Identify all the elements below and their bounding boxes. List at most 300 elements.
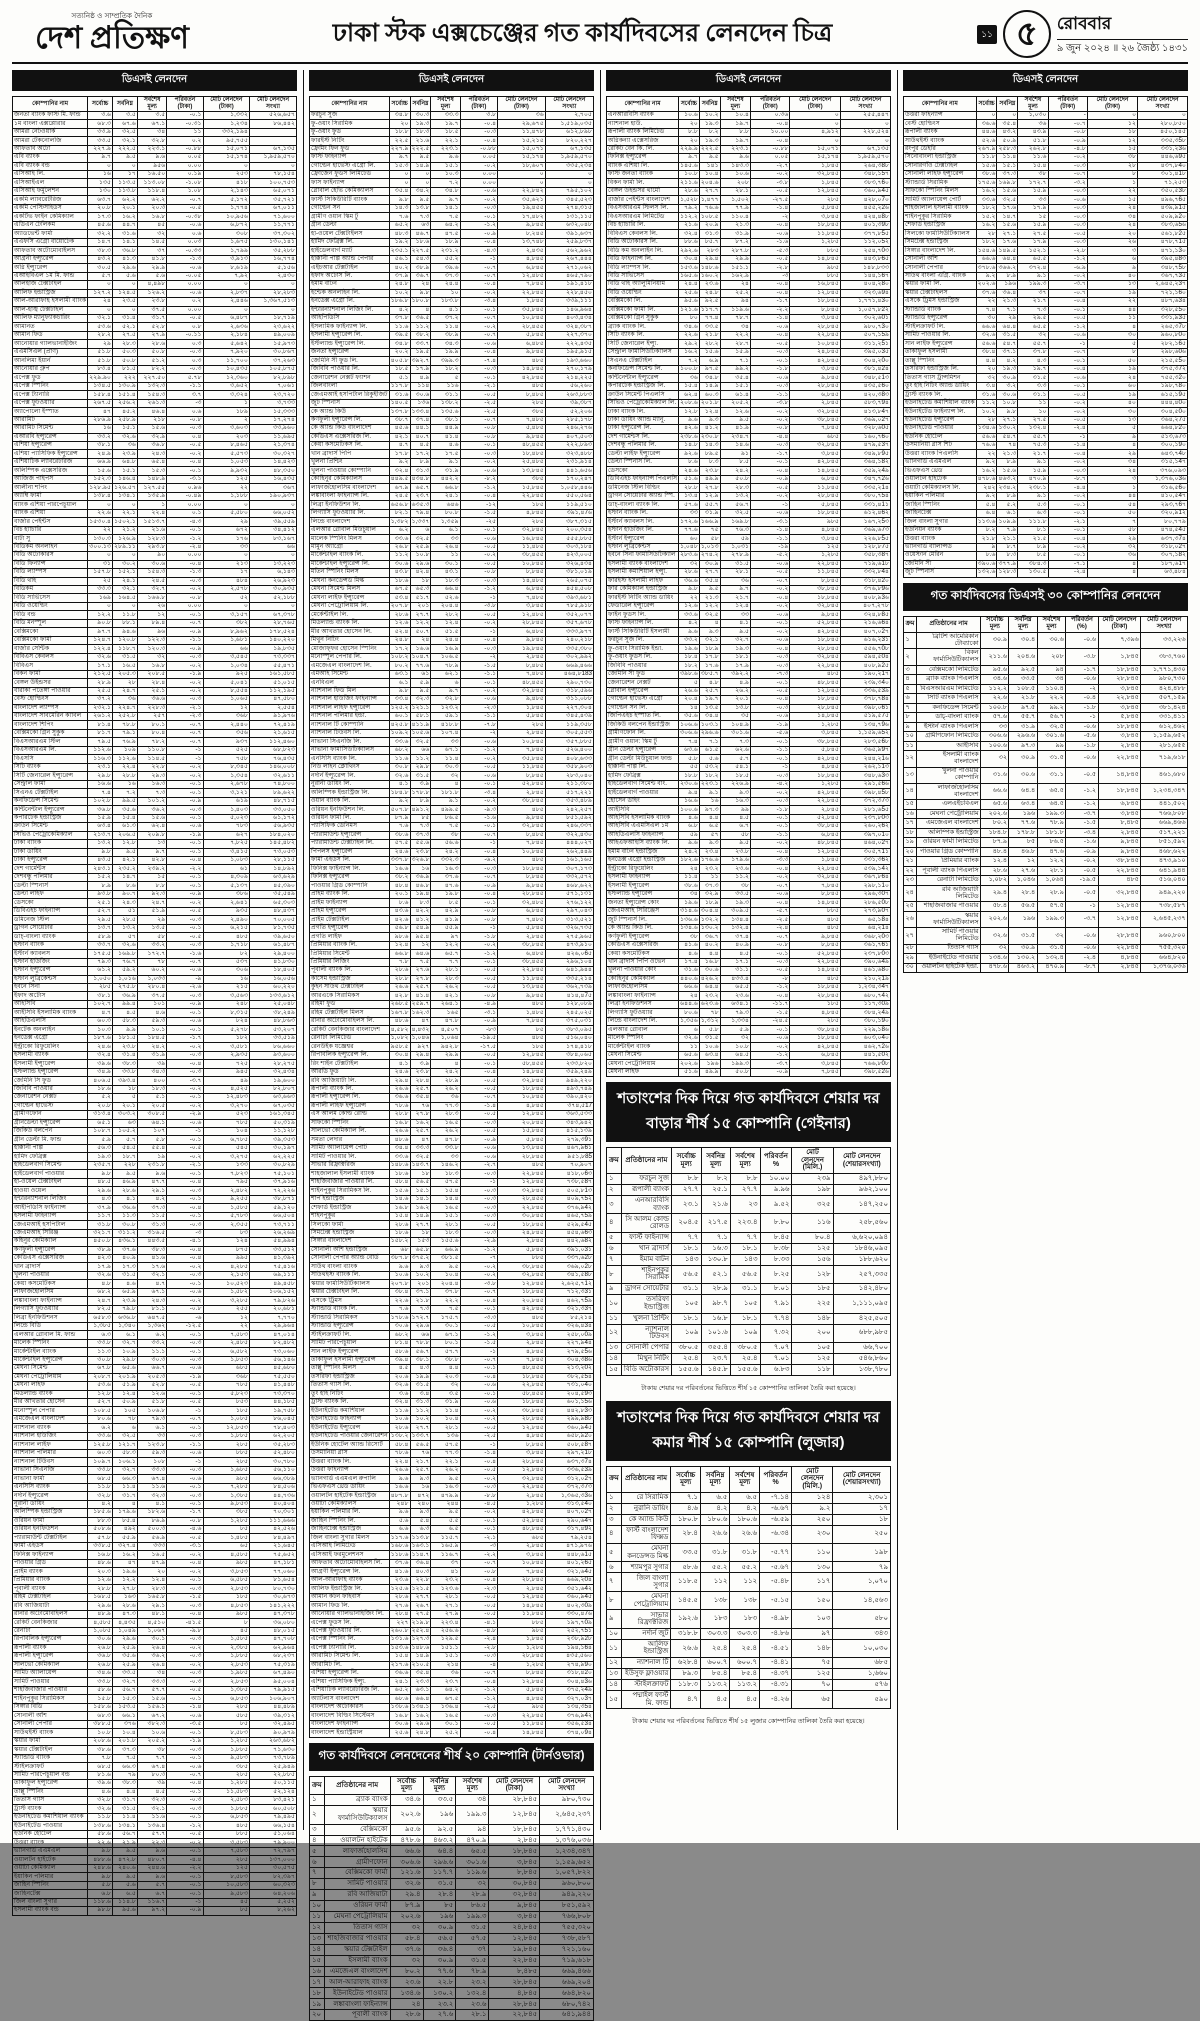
row-value-1: ২৪৩.১ (88, 865, 113, 873)
row-value-1: ১২২.৪ (88, 645, 113, 653)
row-value-2: ১২.২ (113, 1576, 138, 1584)
row-value-4: -০.৩ (460, 1195, 498, 1203)
row-value-6: ৩২৫ (792, 1196, 833, 1214)
table-row (607, 221, 891, 229)
row-value-6: ৪৩৭,৮4০ (1138, 162, 1188, 170)
row-value-4: -০.৮ (460, 569, 498, 577)
row-value-3: ৬৫.৪ (137, 458, 166, 466)
table-row (13, 475, 297, 483)
row-value-6: ৩৩,০৫০ (249, 806, 296, 814)
table-row (607, 1295, 891, 1313)
table-row (904, 137, 1188, 145)
row-value-4: -০.৬ (751, 374, 790, 382)
row-value-7: ১৮ (833, 1514, 891, 1525)
row-value-1: ২৯.৬ (88, 1187, 113, 1195)
row-value-3: ২৯৬.৬ (423, 1857, 456, 1868)
row-value-4: -০.২ (167, 1263, 203, 1271)
row-label: রবি আজিয়াটা (13, 1602, 88, 1610)
row-value-6: ২৮৩,৫6৮ (840, 738, 890, 746)
row-value-2: ১১৪ (410, 382, 431, 390)
row-value-4: ১৯৯.৩ (456, 1806, 489, 1824)
row-label: ইস্টার্ন লুব্রিকেন্টস (607, 543, 679, 551)
row-value-6: ৩৩৫,৩৮০ (545, 645, 593, 653)
row-value-6: ২৬৭,৪৪৪ (545, 255, 593, 263)
row-value-3: ২৪.২ (720, 467, 750, 475)
row-value-5: ৭,৮৪৫ (498, 1017, 546, 1025)
row-value-6: ২৪০,২১৮ (545, 636, 593, 644)
row-value-4: -০.৪ (751, 865, 790, 873)
row-value-1: ৬.২ (389, 526, 410, 534)
row-value-6: ২৮,৭৬৫ (249, 619, 296, 627)
row-label: ন্যাশনাল ব্যাংক (13, 1424, 88, 1432)
table-row (310, 1051, 594, 1059)
row-value-3: ৫০০.৩ (137, 1526, 166, 1534)
row-label: লিগ্যাসি ফুটওয়্যার (13, 1305, 88, 1313)
row-value-3: ১৫৪.৩ (137, 391, 166, 399)
row-value-1: ৬৫৬.৮ (390, 500, 409, 508)
row-value-4: -১ (460, 924, 498, 932)
row-value-4: -২.৯ (167, 1111, 203, 1119)
row-value-4: -০.১ (167, 1009, 203, 1017)
row-value-3: ২৩.৭ (431, 1678, 460, 1686)
row-value-1: ২৪.৬ (389, 1068, 410, 1076)
row-value-3: ১২.৬ (720, 408, 750, 416)
row-value-2: ২৮.৩ (113, 340, 138, 348)
col-header-2: সর্বোচ্চ মূল্য (390, 1776, 423, 1794)
row-value-6: ৩৬৪,১8২ (840, 458, 890, 466)
row-value-6: ৩৭,৩০২ (249, 230, 296, 238)
table-row (310, 145, 594, 153)
row-value-3: ১,০৬৭ (137, 1627, 166, 1635)
row-value-6: ১৩০,১৪১ (249, 238, 296, 246)
row-value-5: ৪২,৮৪৫ (790, 458, 841, 466)
dse-panel-title-3: ডিএসই লেনদেন (606, 70, 891, 91)
table-row (13, 1068, 297, 1076)
row-value-6: ৩০,৬৭৩ (249, 1593, 296, 1601)
row-label: ইসলামী ব্যাংক বাংলাদেশ (607, 560, 679, 568)
row-label: এমজেএল বাংলাদেশ (13, 1415, 88, 1423)
row-value-1: ২৩৫.৭ (88, 1161, 113, 1169)
row-label: ফারইস্ট নিটিং (310, 137, 390, 145)
row-value-6: ৩৭৬,৯4২ (545, 1204, 593, 1212)
row-label: আল-আরাফাহ ব্যাংক (310, 1576, 390, 1584)
row-value-5: ১৩ (1087, 281, 1137, 289)
table-row (13, 873, 297, 881)
row-value-1: ৩২.৪ (389, 1398, 410, 1406)
row-value-2: ১,৩১২ (700, 1017, 719, 1025)
row-label: বিডি সার্ভিসেস (13, 594, 88, 602)
row-value-3: ১১.৬ (1018, 154, 1048, 162)
row-value-4: -০.৪ (460, 1678, 498, 1686)
row-value-4: -০.১ (751, 738, 790, 746)
row-value-1: মেঘনা কনডেন্সড মিল্ক (621, 1543, 671, 1561)
row-value-7: ৬৬,৭০০ (833, 1342, 890, 1353)
row-value-5: ২২ (203, 1322, 249, 1330)
row-value-2: ৫৬.৫ (410, 1178, 431, 1186)
row-value-6: ৩৬৫,৯9৭ (840, 746, 890, 754)
row-value-1: ৩২.৪ (88, 1051, 113, 1059)
row-value-5: ১৭,৪৮২ (498, 213, 546, 221)
row-value-6: ২৭৪,৯9০ (545, 1661, 593, 1669)
row-value-1: ৫৬.৩ (88, 1144, 113, 1152)
row-label: ইউনাইটেড কমার্শিয়াল ব্যাংক (13, 1813, 88, 1821)
row-value-6: ১৯৪,১6৪ (545, 1644, 593, 1652)
row-value-6: ০ (249, 281, 296, 289)
row-label: আইপিডিসি (310, 314, 390, 322)
row-label: পাওয়ার গ্রিড (13, 1559, 88, 1567)
table-row (13, 619, 297, 627)
row-value-1: ৩১৩.৪ (88, 1111, 113, 1119)
row-value-6: ৪৪,৪৮৯ (249, 1703, 296, 1711)
row-value-3: ৬৭.১ (137, 120, 166, 128)
table-row (13, 1813, 297, 1821)
row-value-6: ৩৩,৫১২ (249, 1246, 296, 1254)
table-row (607, 1562, 891, 1573)
row-value-4: -০.৩ (167, 348, 203, 356)
row-value-3: ৭৭.৩ (431, 1449, 460, 1457)
row-value-5: ১৪,৮৪৫ (498, 365, 546, 373)
row-value-4: -০.১ (460, 780, 498, 788)
row-label: ১০ (310, 1901, 325, 1912)
row-value-3: ১৩৪.৪ (720, 916, 750, 924)
row-value-2: ১২১.৭ (113, 1441, 138, 1449)
row-value-1: ১৩০.৩ (88, 535, 113, 543)
row-value-6: ৩০৩,১৮৪ (545, 543, 593, 551)
row-value-4: -০.৩ (167, 916, 203, 924)
row-value-6: ২৯,৯৬৪ (249, 1322, 296, 1330)
row-label: আজিজ পাইপস (13, 475, 88, 483)
table-row (13, 1348, 297, 1356)
row-label: ২ (607, 1185, 622, 1196)
row-value-4: -০.৩ (167, 1051, 203, 1059)
table-row (310, 1846, 594, 1857)
row-value-7: ১,৬৬০ (833, 1669, 891, 1680)
row-value-5: ৭৮৫ (203, 1119, 249, 1127)
table-row (607, 890, 891, 898)
row-value-3: ১৬.৫ (431, 1712, 460, 1720)
table-row (904, 442, 1188, 450)
row-value-3: ২২.১ (431, 1458, 460, 1466)
row-value-3: ৬৫.৫ (1018, 323, 1048, 331)
row-value-5: ১,০৩৪ (203, 662, 249, 670)
row-value-6: ২২৭,৯4৪ (545, 1339, 593, 1347)
row-value-5: ৮,৪৮৫ (498, 662, 546, 670)
row-value-4: -০.২ (460, 797, 498, 805)
row-value-1: ১২৪.৭ (88, 636, 113, 644)
row-value-5: ২৮৫ (203, 1703, 249, 1711)
row-value-4: ১৪৩ (730, 1254, 760, 1265)
row-value-5: ৯৮৫ (203, 1559, 249, 1567)
row-value-2: ৬৫.৩ (410, 585, 431, 593)
row-value-6: ৯৩,৬০০ (249, 1051, 296, 1059)
row-value-1: ৪২.৮ (389, 992, 410, 1000)
row-label: বিডি ফিন্যান্স (13, 560, 88, 568)
row-value-6: ৩,৭৩৩ (249, 399, 296, 407)
row-value-6: ৭৯,২৫৪ (545, 1534, 593, 1542)
row-label: ইস্টার্ন ব্যাংক (13, 941, 88, 949)
row-value-6: ৩২,৪৯৫ (249, 1720, 296, 1728)
row-value-3: ১৮৪.৫ (137, 1034, 166, 1042)
row-value-1: ১২৫.২ (390, 703, 409, 711)
row-value-4: -০.৩ (460, 365, 498, 373)
row-value-5: ২২,৮৪৫ (790, 865, 841, 873)
row-value-4: -০.৯ (167, 1907, 203, 1915)
row-label: রেনাটা (13, 1627, 88, 1635)
row-value-1: ৯.৬ (679, 840, 700, 848)
row-label: বাংলাদেশ ইন্ডাস্ট্রিয়াল (310, 1729, 390, 1737)
row-value-5: ১,২৮৫ (498, 1500, 546, 1508)
table-row (310, 196, 594, 204)
row-value-1: ১৬.৮ (88, 1551, 113, 1559)
row-value-4: -০.২ (167, 450, 203, 458)
row-value-1: ৪৮.৩ (389, 230, 410, 238)
row-value-5: ৫০ (1087, 357, 1137, 365)
table-row (310, 856, 594, 864)
row-value-5: ১৮,৮৪৫ (790, 221, 841, 229)
table-row (13, 1475, 297, 1483)
row-value-4: -০.৪ (460, 1458, 498, 1466)
row-value-3: ৪০.৯ (720, 941, 750, 949)
row-value-3: ৪.৭ (137, 1280, 166, 1288)
row-value-6: ৫,১৫৬ (249, 264, 296, 272)
row-value-3: ১৩৬.৪ (137, 1822, 166, 1830)
row-value-5: ৯২৫ (203, 670, 249, 678)
row-value-5: ২,৮৪৫ (790, 806, 841, 814)
table-row (607, 729, 891, 737)
row-value-3: ৩৪.৩ (137, 1068, 166, 1076)
row-value-1: ৭.২ (679, 357, 700, 365)
row-label: অগ্নিকন্যা এক্সেসরিজ (607, 137, 679, 145)
row-value-4: -০.৯ (167, 645, 203, 653)
row-value-1: ০ (88, 281, 113, 289)
row-value-1: সামিট পাওয়ার (324, 1879, 390, 1890)
row-value-6: ৯০,৯৭৯ (249, 1729, 296, 1737)
row-value-5: ৬,৮৪৫ (790, 475, 841, 483)
table-row (310, 1060, 594, 1068)
row-value-6: ২৯,৪০০ (249, 950, 296, 958)
table-row (607, 1492, 891, 1503)
row-value-1: ৪৩.৫ (88, 856, 113, 864)
row-value-5: ১৪,৮৪৫ (790, 899, 841, 907)
row-value-4: ১.০৮ (167, 187, 203, 195)
row-value-4: -৩.৭ (167, 1077, 203, 1085)
row-value-2: ২০.১ (113, 204, 138, 212)
row-value-4: -০.৩ (167, 1221, 203, 1229)
row-value-6: ৩২২,৪৩০ (545, 831, 593, 839)
row-value-5: ৪,৫৮৫ (203, 1551, 249, 1559)
row-value-4: -০.১ (460, 526, 498, 534)
row-value-2: ৩৫.৬ (113, 806, 138, 814)
row-value-2: ১৩৪.১ (411, 1703, 430, 1711)
row-value-2: ৩৬.৪ (997, 289, 1018, 297)
row-value-4: -০.৪ (167, 1255, 203, 1263)
row-value-1: ৪৩.৮ (389, 569, 410, 577)
row-value-2: ৮.৯ (410, 458, 431, 466)
row-value-4: ২৫.৪ (730, 1639, 760, 1657)
row-value-6: ৯৫,০০৪ (249, 1678, 296, 1686)
row-label: কনফিডেন্স সিমেন্ট (13, 797, 88, 805)
row-value-2: ১১৮.৭ (113, 645, 138, 653)
row-label: মেঘনা লাইফ (607, 1068, 679, 1076)
row-value-2: ৩৮০.৫ (672, 1342, 702, 1353)
row-value-6: ২৬২,৪৪৯ (545, 848, 593, 856)
row-value-1: ২৪.৬ (389, 848, 410, 856)
row-value-7: ১৯৮ (833, 1543, 891, 1561)
col-header-0: ক্রম (310, 1776, 325, 1794)
row-value-5: ৪২,৮৪৫ (790, 755, 841, 763)
row-value-5: ৩,৫৪৫ (203, 653, 249, 661)
table-row (13, 1686, 297, 1694)
row-label: পূবালী ব্যাংক লি. (310, 967, 390, 975)
row-value-2: ৫.৮ (699, 1026, 720, 1034)
row-value-1: ৬৮.৫ (88, 1475, 113, 1483)
row-value-2: ১৯২.৬ (671, 1610, 701, 1628)
table-row (13, 1526, 297, 1534)
row-value-4: -০.৬ (167, 1449, 203, 1457)
row-value-3: ১৩৮ (700, 1591, 729, 1609)
row-value-1: ৭৭.৬ (679, 526, 700, 534)
row-value-6: ১৯৭,৭0৯ (545, 1619, 593, 1627)
row-value-5: ৯৮৫ (203, 1610, 249, 1618)
row-value-2: ১৮.৬ (410, 238, 431, 246)
row-value-6: ৩৪৫,৪৩৯ (545, 713, 593, 721)
table-row (310, 442, 594, 450)
row-value-1: ১০৯.২ (390, 729, 409, 737)
row-value-4: -২.৫ (460, 1432, 498, 1440)
row-value-4: -০.৩ (460, 1119, 498, 1127)
table-row (13, 746, 297, 754)
row-value-1: ৮০.৬ (88, 1415, 113, 1423)
row-value-5: ২,৪৮৫ (203, 1339, 249, 1347)
row-value-1: ০ (88, 552, 113, 560)
row-label: সোনালী আঁশ (904, 255, 977, 263)
row-value-3: ৯.৫ (720, 840, 750, 848)
row-value-4: -০.৫ (460, 1111, 498, 1119)
row-value-1: ১২৫.৮ (88, 1441, 113, 1449)
row-value-1: ৩২.৮ (88, 1797, 113, 1805)
row-label: এপেক্স ফুডস লি. (310, 1619, 390, 1627)
row-value-3: ১৬২.৯ (720, 272, 750, 280)
row-value-2: ২৭.৭ (410, 1221, 431, 1229)
row-value-4: -১১.৭ (751, 1000, 790, 1008)
row-value-4: -০.৩১ (167, 120, 203, 128)
row-value-4: -০.৭ (167, 1771, 203, 1779)
row-value-3: ৬৫.৭ (431, 950, 460, 958)
row-label: বিডি মনস্পুল (13, 619, 88, 627)
row-value-4: -০.৩ (460, 450, 498, 458)
table-row (13, 950, 297, 958)
row-value-3: ১৭৯.৬ (720, 856, 750, 864)
row-value-6: ২২৭,৩৭০ (545, 331, 593, 339)
row-value-4: ০.৬ (167, 230, 203, 238)
row-value-4: -০.২ (460, 458, 498, 466)
row-value-2: ৩০.৯ (997, 374, 1018, 382)
table-row (13, 1111, 297, 1119)
row-label: ৮ (607, 1265, 622, 1283)
table-row (607, 382, 891, 390)
row-value-1: ২৪.৫ (389, 492, 410, 500)
row-value-4: -০.৪ (751, 467, 790, 475)
row-value-2: ২০১.৮ (700, 399, 719, 407)
table-row (607, 137, 891, 145)
row-value-6: ৩০,৩২৭ (249, 450, 296, 458)
table-row (13, 111, 297, 119)
table-row (607, 458, 891, 466)
table-row (310, 984, 594, 992)
table-row (13, 1195, 297, 1203)
row-value-5: ১৮,৮৪৫ (498, 1288, 546, 1296)
row-value-5: ২১৫ (203, 984, 249, 992)
row-value-3: ১৬.৩ (137, 780, 166, 788)
row-value-1: ২৬৭.৫ (88, 399, 113, 407)
row-value-1: ৩২.৮ (88, 1492, 113, 1500)
row-value-6: ১,৫১৯,০৩৫ (545, 120, 593, 128)
row-value-2: ৪৯.৯ (699, 1068, 720, 1076)
row-value-2: ২১.৩ (997, 450, 1018, 458)
row-value-3: ৯.৭ (431, 196, 460, 204)
row-value-1: ২৪ (679, 865, 700, 873)
row-value-5: ৫২ (203, 594, 249, 602)
table-row (310, 1627, 594, 1635)
row-value-6: ৭১৯,৬1৮ (840, 560, 890, 568)
row-value-3: ২২.৮ (423, 1977, 456, 1988)
row-value-6: ৬০,৩২৩ (249, 1881, 296, 1889)
row-value-2: ৫৮ (699, 535, 720, 543)
row-value-1: ৯.৬ (679, 628, 700, 636)
table-row (607, 391, 891, 399)
row-value-2: ২২৮ (113, 1161, 138, 1169)
row-value-5: ৮,৬১৯ (203, 264, 249, 272)
table-row (310, 1314, 594, 1322)
row-value-4: -৪ (460, 1661, 498, 1669)
row-value-6: ২৮৩,০৪০ (545, 772, 593, 780)
row-value-4: -৩.১ (167, 1542, 203, 1550)
row-value-2: ৬.৩ (410, 1526, 431, 1534)
row-label: ইমাম বাটন (310, 281, 390, 289)
row-value-5: -৪.২৬ (760, 1690, 792, 1708)
row-value-3: ১২.৬ (137, 1390, 166, 1398)
row-value-3: ৯২.৩ (137, 890, 166, 898)
row-label: সিভিও পেট্রোকেমিক্যাল (13, 831, 88, 839)
row-value-6: ৭১,৬৩০ (249, 1746, 296, 1754)
row-value-5: ২,১৪৩ (203, 187, 249, 195)
row-value-4: -৮.২ (460, 475, 498, 483)
row-value-2: ৫৫.৭ (699, 501, 720, 509)
row-value-2: ২৮৩ (699, 247, 720, 255)
table-row (13, 933, 297, 941)
table-row (310, 577, 594, 585)
row-value-2: ২৫.৪ (672, 1353, 702, 1364)
row-value-2: ৬৬.৩ (113, 1475, 138, 1483)
row-value-2: ১৩৪.৬ (390, 1988, 423, 1999)
row-value-5: ৩,৬০৩ (203, 425, 249, 433)
row-value-4: -০.৩ (460, 1483, 498, 1491)
row-value-4: -০.৭ (460, 1669, 498, 1677)
row-value-2: ২৭.৮ (113, 1585, 138, 1593)
row-label: রিপাবলিক ইন্স্যুরেন্স (13, 1636, 88, 1644)
row-label: ইন্ট্রাকো রিফুয়েলিং (13, 1043, 88, 1051)
row-value-1: ২৩৮.৬ (680, 432, 698, 440)
row-value-2: ৩৫.৬ (113, 1653, 138, 1661)
row-value-4: ০.০৩ (167, 238, 203, 246)
row-label: উত্তরা ফাইন্যান্স (310, 1466, 390, 1474)
row-value-4: -০.২ (460, 1263, 498, 1271)
row-value-3: ৮.৫ (720, 458, 750, 466)
row-value-6: ১,৭৭১,৪3০ (840, 298, 890, 306)
row-value-1: ৫২.৪ (389, 628, 410, 636)
row-value-3: ১৯৬ (423, 1806, 456, 1824)
row-value-4: -০.১ (460, 679, 498, 687)
